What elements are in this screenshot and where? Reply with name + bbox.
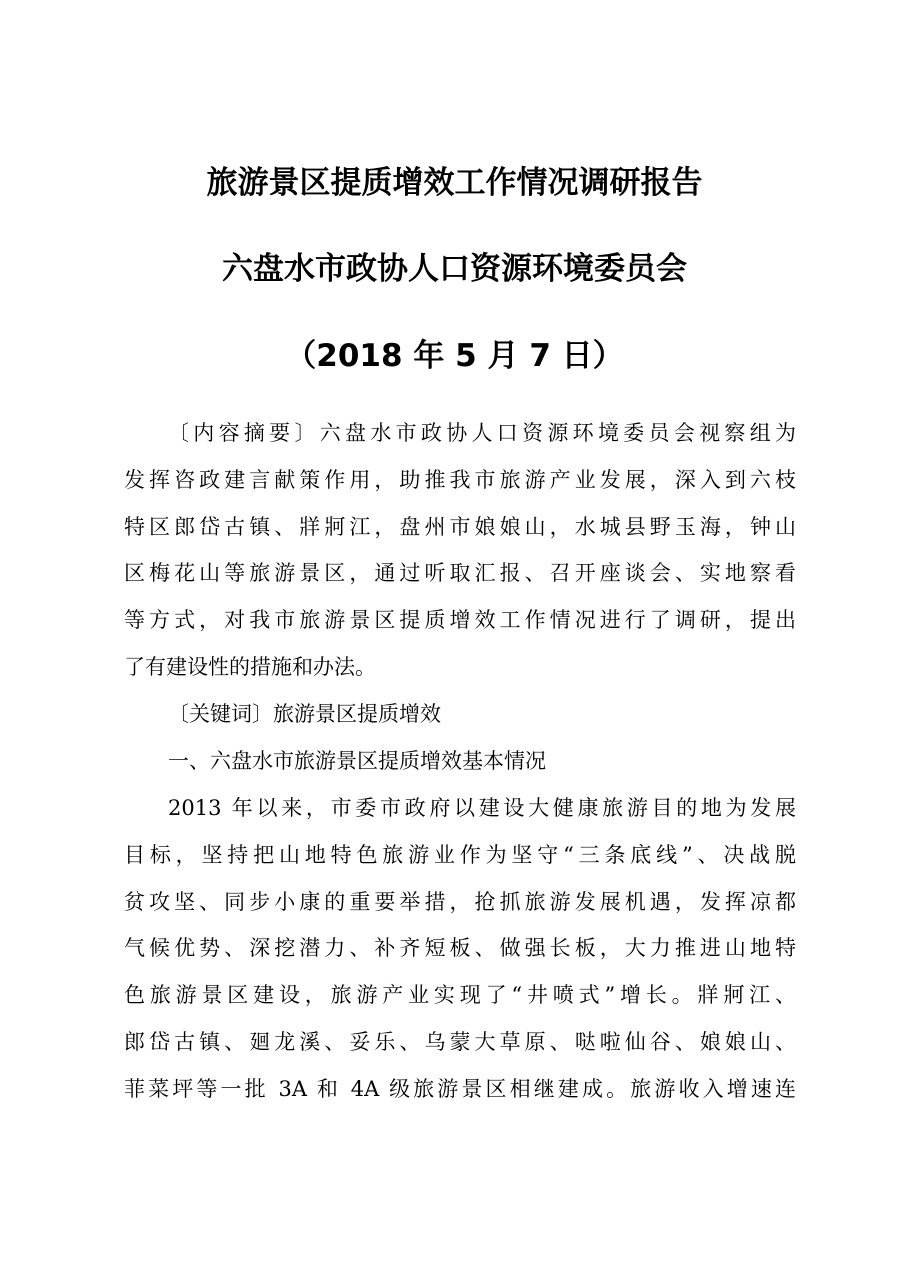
section-heading-text: 一、六盘水市旅游景区提质增效基本情况 bbox=[168, 749, 546, 773]
abstract-line: 区梅花山等旅游景区，通过听取汇报、召开座谈会、实地察看 bbox=[124, 561, 796, 586]
body-line: 2013 年以来，市委市政府以建设大健康旅游目的地为发展 bbox=[168, 796, 796, 820]
keywords-line: 〔关键词〕旅游景区提质增效 bbox=[168, 702, 441, 726]
body-line: 贫攻坚、同步小康的重要举措，抢抓旅游发展机遇，发挥凉都 bbox=[124, 889, 796, 914]
body-line: 菲菜坪等一批 3A 和 4A 级旅游景区相继建成。旅游收入增速连 bbox=[124, 1076, 796, 1101]
body-line: 郎岱古镇、廻龙溪、妥乐、乌蒙大草原、哒啦仙谷、娘娘山、 bbox=[124, 1029, 796, 1054]
abstract-line: 发挥咨政建言献策作用，助推我市旅游产业发展，深入到六枝 bbox=[124, 467, 796, 492]
body-line: 目标，坚持把山地特色旅游业作为坚守“三条底线”、决战脱 bbox=[124, 842, 796, 867]
report-title: 旅游景区提质增效工作情况调研报告 bbox=[206, 165, 703, 201]
abstract-line: 特区郎岱古镇、牂牁江，盘州市娘娘山，水城县野玉海，钟山 bbox=[124, 514, 796, 539]
body-line: 气候优势、深挖潜力、补齐短板、做强长板，大力推进山地特 bbox=[124, 936, 796, 961]
report-author: 六盘水市政协人口资源环境委员会 bbox=[222, 251, 687, 287]
body-line: 色旅游景区建设，旅游产业实现了“井喷式”增长。牂牁江、 bbox=[124, 983, 796, 1008]
section-heading bbox=[124, 738, 796, 785]
abstract-paragraph bbox=[124, 410, 796, 691]
abstract-line: 等方式，对我市旅游景区提质增效工作情况进行了调研，提出 bbox=[124, 608, 796, 633]
abstract-line: 〔内容摘要〕六盘水市政协人口资源环境委员会视察组为 bbox=[168, 421, 796, 445]
report-date: （2018 年 5 月 7 日） bbox=[285, 338, 624, 374]
abstract-line: 了有建设性的措施和办法。 bbox=[124, 654, 376, 679]
keywords-paragraph bbox=[124, 691, 796, 738]
body-paragraph bbox=[124, 785, 796, 1113]
